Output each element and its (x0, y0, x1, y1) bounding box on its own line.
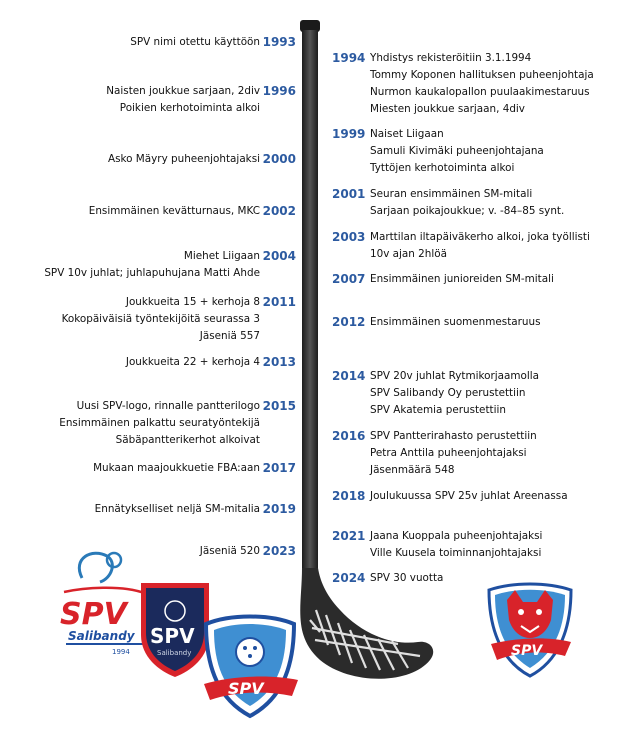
timeline-entry-2017 (93, 460, 296, 477)
year-label: 2017 (262, 461, 296, 475)
entry-text: SPV Salibandy Oy perustettiin (370, 387, 526, 399)
timeline-entry-2021 (332, 528, 542, 562)
timeline-entry-2014 (332, 368, 539, 419)
entry-text: Jäsenmäärä 548 (370, 464, 455, 476)
year-label: 2023 (262, 544, 296, 558)
timeline-entry-2024 (332, 570, 443, 587)
entry-text: Ensimmäinen junioreiden SM-mitali (370, 273, 554, 285)
logo-1994-year: 1994 (112, 648, 130, 656)
timeline-entry-2002 (88, 203, 296, 220)
entry-text: SPV 10v juhlat; juhlapuhujana Matti Ahde (44, 267, 260, 279)
entry-text: Ennätykselliset neljä SM-mitalia (94, 503, 260, 515)
year-label: 2000 (262, 152, 296, 166)
entry-text: Sarjaan poikajoukkue; v. -84–85 synt. (370, 205, 565, 217)
entry-text: Petra Anttila puheenjohtajaksi (370, 447, 527, 459)
year-label: 1994 (332, 51, 366, 65)
logo-ball-shield-main: SPV (228, 679, 264, 698)
logo-panther-main: SPV (511, 643, 543, 659)
logo-1994-sub: Salibandy (68, 629, 135, 643)
year-label: 2011 (262, 295, 296, 309)
entry-text: Naisten joukkue sarjaan, 2div (106, 85, 260, 97)
logo-ball-shield-icon (200, 610, 300, 720)
timeline-entry-1999 (332, 126, 544, 177)
timeline-entry-2003 (332, 229, 590, 263)
floorball-stick-icon (280, 20, 440, 700)
year-label: 2002 (262, 204, 296, 218)
year-label: 2014 (332, 369, 366, 383)
year-label: 2001 (332, 187, 366, 201)
timeline-entry-2015 (59, 398, 296, 449)
year-label: 2013 (262, 355, 296, 369)
year-label: 2007 (332, 272, 366, 286)
year-label: 2015 (262, 399, 296, 413)
timeline-entry-2004 (44, 248, 296, 282)
entry-text: Samuli Kivimäki puheenjohtajana (370, 145, 544, 157)
timeline-entry-1996 (106, 83, 296, 117)
entry-text: 10v ajan 2hlöä (370, 248, 447, 260)
entry-text: SPV Pantterirahasto perustettiin (370, 430, 537, 442)
year-label: 2016 (332, 429, 366, 443)
year-label: 2003 (332, 230, 366, 244)
year-label: 2018 (332, 489, 366, 503)
year-label: 1996 (262, 84, 296, 98)
year-label: 2012 (332, 315, 366, 329)
entry-text: Jaana Kuoppala puheenjohtajaksi (370, 530, 543, 542)
entry-text: Mukaan maajoukkuetie FBA:aan (93, 462, 260, 474)
entry-text: Marttilan iltapäiväkerho alkoi, joka työllisti (370, 231, 590, 243)
year-label: 2024 (332, 571, 366, 585)
entry-text: Joulukuussa SPV 25v juhlat Areenassa (370, 490, 568, 502)
timeline-entry-2007 (332, 271, 554, 288)
entry-text: Miehet Liigaan (183, 250, 260, 262)
entry-text: Yhdistys rekisteröitiin 3.1.1994 (370, 52, 532, 64)
year-label: 2019 (262, 502, 296, 516)
timeline-entry-1994 (332, 50, 594, 118)
timeline-entry-2016 (332, 428, 537, 479)
entry-text: Ensimmäinen suomenmestaruus (370, 316, 541, 328)
logo-panther-icon (485, 580, 575, 680)
year-label: 2004 (262, 249, 296, 263)
entry-text: Joukkueita 22 + kerhoja 4 (125, 356, 260, 368)
timeline-entry-2011 (61, 294, 296, 345)
entry-text: SPV Akatemia perustettiin (370, 404, 506, 416)
entry-text: Poikien kerhotoiminta alkoi (119, 102, 260, 114)
timeline-entry-2000 (107, 151, 296, 168)
timeline-entry-2023 (199, 543, 296, 560)
entry-text: Säbäpantterikerhot alkoivat (115, 434, 260, 446)
entry-text: Tyttöjen kerhotoiminta alkoi (370, 162, 515, 174)
year-label: 2021 (332, 529, 366, 543)
timeline-entry-1993 (130, 34, 296, 51)
year-label: 1999 (332, 127, 366, 141)
entry-text: Ensimmäinen palkattu seuratyöntekijä (59, 417, 260, 429)
entry-text: SPV 20v juhlat Rytmikorjaamolla (370, 370, 540, 382)
timeline-entry-2001 (332, 186, 564, 220)
logo-1994-main: SPV (60, 597, 127, 632)
timeline-entry-2013 (125, 354, 296, 371)
entry-text: Miesten joukkue sarjaan, 4div (370, 103, 525, 115)
logo-shield-main: SPV (150, 624, 195, 648)
timeline-entry-2012 (332, 314, 541, 331)
entry-text: SPV nimi otettu käyttöön (130, 36, 260, 48)
entry-text: Jäseniä 557 (199, 330, 260, 342)
logo-shield-sub: Salibandy (157, 649, 192, 657)
entry-text: Joukkueita 15 + kerhoja 8 (125, 296, 260, 308)
entry-text: Kokopäiväisiä työntekijöitä seurassa 3 (61, 313, 260, 325)
entry-text: Tommy Koponen hallituksen puheenjohtaja (370, 69, 594, 81)
entry-text: Ville Kuusela toiminnanjohtajaksi (370, 547, 542, 559)
entry-text: SPV 30 vuotta (370, 572, 444, 584)
entry-text: Nurmon kaukalopallon puulaakimestaruus (370, 86, 590, 98)
timeline-entry-2018 (332, 488, 568, 505)
timeline-entry-2019 (94, 501, 296, 518)
year-label: 1993 (262, 35, 296, 49)
entry-text: Ensimmäinen kevätturnaus, MKC (88, 205, 260, 217)
entry-text: Naiset Liigaan (370, 128, 444, 140)
entry-text: Seuran ensimmäinen SM-mitali (370, 188, 533, 200)
entry-text: Uusi SPV-logo, rinnalle pantterilogo (76, 400, 260, 412)
entry-text: Asko Mäyry puheenjohtajaksi (107, 153, 260, 165)
entry-text: Jäseniä 520 (199, 545, 260, 557)
